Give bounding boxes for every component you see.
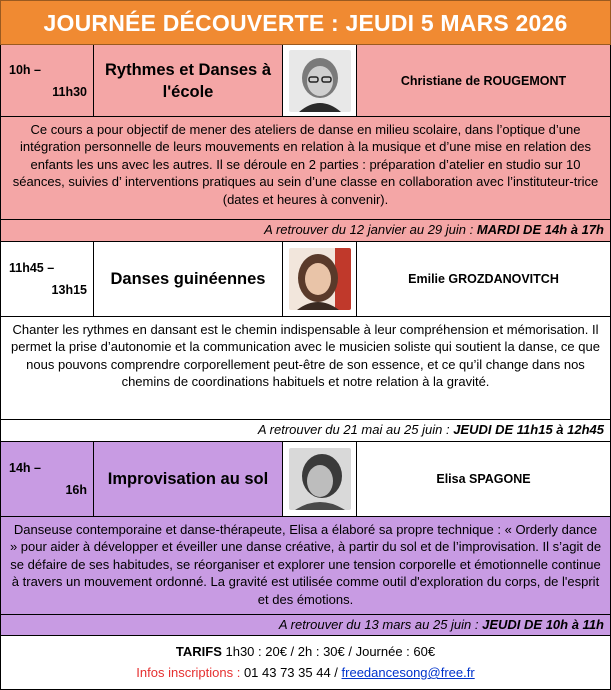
course-description: Ce cours a pour objectif de mener des ateliers de danse en milieu scolaire, dans l’optique d’une intégration personnelle de leurs mouvements en relation à la musique et d’une mise en relation des enfants les uns avec les autres. Il se déroule en 2 parties : préparation d’atelier en studio sur 10 séances, suivies d’ interventions pratiques au sein d’une classe en collaboration avec l’instituteur-trice (dates et heures à convenir). [0, 117, 611, 220]
course-name: Rythmes et Danses à l'école [94, 45, 283, 116]
pricing-footer [0, 636, 611, 690]
course-description: Danseuse contemporaine et danse-thérapeute, Elisa a élaboré sa propre technique : « Orderly dance » pour aider à développer et éveiller une danse créative, à partir du sol et de l’improvisation. Il s’agit de se défaire de ses habitudes, se réorganiser et explorer une tension corporelle et émotionnelle continue à travers un mouvement ordonné. La gravité est utilisée comme outil d'exploration du corps, de l'esprit et des émotions. [0, 517, 611, 615]
course-time [1, 242, 94, 316]
infos-line [1, 663, 610, 683]
tarifs-line [1, 636, 610, 663]
dates-prefix: A retrouver du 13 mars au 25 juin : [278, 617, 483, 632]
course-dates [0, 220, 611, 242]
course-description: Chanter les rythmes en dansant est le chemin indispensable à leur compréhension et mémorisation. Il permet la prise d’autonomie et la communication avec le musicien soliste qui soutient la danse, ce que nous pouvons comprendre corporellement peut-être de son essence, et ce qu’il change dans nos chemins de coordinations habituels et notre relation à la gravité. [0, 317, 611, 420]
teacher-photo-cell [283, 45, 357, 116]
teacher-photo [289, 248, 351, 310]
dates-schedule: JEUDI DE 10h à 11h [482, 617, 604, 632]
tarifs-text: 1h30 : 20€ / 2h : 30€ / Journée : 60€ [221, 644, 436, 659]
email-link[interactable]: freedancesong@free.fr [341, 665, 475, 680]
course-dates [0, 420, 611, 442]
dates-prefix: A retrouver du 21 mai au 25 juin : [257, 422, 454, 437]
course-dates [0, 615, 611, 636]
course-row-3 [0, 442, 611, 517]
teacher-photo [289, 448, 351, 510]
dates-schedule: MARDI DE 14h à 17h [476, 222, 604, 237]
course-name: Danses guinéennes [94, 242, 283, 316]
teacher-photo [289, 50, 351, 112]
dates-schedule: JEUDI DE 11h15 à 12h45 [453, 422, 604, 437]
infos-phone: 01 43 73 35 44 / [243, 665, 342, 680]
infos-label: Infos inscriptions : [136, 665, 244, 680]
course-row-2 [0, 242, 611, 317]
dates-prefix: A retrouver du 12 janvier au 29 juin : [264, 222, 477, 237]
teacher-photo-cell [283, 442, 357, 516]
course-time [1, 45, 94, 116]
time-end: 11h30 [52, 84, 87, 99]
teacher-name: Christiane de ROUGEMONT [357, 45, 610, 116]
course-name: Improvisation au sol [94, 442, 283, 516]
time-end: 13h15 [51, 283, 87, 297]
course-time [1, 442, 94, 516]
tarifs-label: TARIFS [175, 644, 222, 659]
time-start: 10h – [9, 62, 41, 77]
teacher-name: Elisa SPAGONE [436, 472, 531, 486]
page-title: JOURNÉE DÉCOUVERTE : JEUDI 5 MARS 2026 [0, 0, 611, 45]
course-row-1 [0, 45, 611, 117]
teacher-photo-cell [283, 242, 357, 316]
time-start: 11h45 – [9, 261, 55, 275]
time-end: 16h [65, 483, 87, 497]
time-start: 14h – [9, 461, 41, 475]
teacher-name: Emilie GROZDANOVITCH [408, 272, 559, 286]
